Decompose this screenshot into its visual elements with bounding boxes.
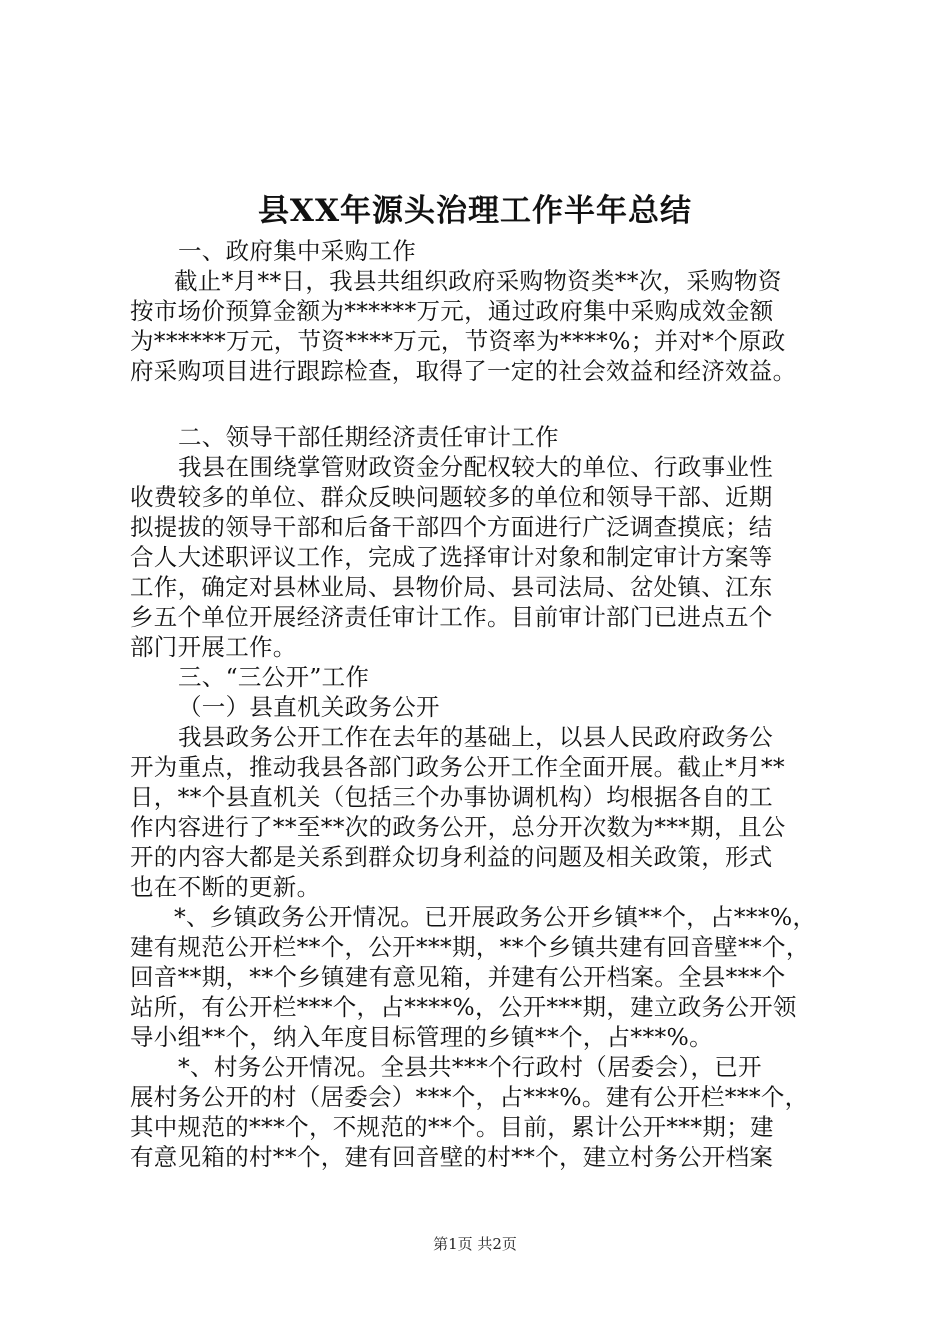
paragraph-line: 也在不断的更新。: [130, 873, 321, 901]
paragraph-line: *、村务公开情况。全县共***个行政村（居委会），已开: [178, 1053, 762, 1081]
document-title: 县XX年源头治理工作半年总结: [257, 193, 693, 229]
paragraph-line: 开为重点，推动我县各部门政务公开工作全面开展。截止*月**: [130, 753, 785, 781]
paragraph-line: 作内容进行了**至**次的政务公开，总分开次数为***期，且公: [130, 813, 786, 841]
paragraph-line: 展村务公开的村（居委会）***个，占***%。建有公开栏***个，: [130, 1083, 809, 1111]
section-heading-3: 三、“三公开”工作: [178, 663, 370, 691]
section-heading-1: 一、政府集中采购工作: [178, 237, 416, 265]
paragraph-line: 回音**期，**个乡镇建有意见箱，并建有公开档案。全县***个: [130, 963, 786, 991]
document-body: [130, 236, 832, 1172]
paragraph-line: 拟提拔的领导干部和后备干部四个方面进行广泛调查摸底；结: [130, 513, 773, 541]
paragraph-line: 合人大述职评议工作，完成了选择审计对象和制定审计方案等: [130, 543, 773, 571]
section-heading-2: 二、领导干部任期经济责任审计工作: [178, 423, 559, 451]
paragraph-line: 部门开展工作。: [130, 633, 297, 661]
paragraph-line: 有意见箱的村**个，建有回音壁的村**个，建立村务公开档案: [130, 1143, 774, 1171]
paragraph-line: *、乡镇政务公开情况。已开展政务公开乡镇**个，占***%，: [174, 903, 817, 931]
subsection-heading: （一）县直机关政务公开: [178, 693, 440, 721]
paragraph-line: 截止*月**日，我县共组织政府采购物资类**次，采购物资: [174, 267, 782, 295]
paragraph-line: 建有规范公开栏**个，公开***期，**个乡镇共建有回音壁**个，: [130, 933, 810, 961]
paragraph-line: 乡五个单位开展经济责任审计工作。目前审计部门已进点五个: [130, 603, 773, 631]
paragraph-line: 其中规范的***个，不规范的**个。目前，累计公开***期；建: [130, 1113, 774, 1141]
paragraph-line: 日，**个县直机关（包括三个办事协调机构）均根据各自的工: [130, 783, 773, 811]
paragraph-line: 府采购项目进行跟踪检查，取得了一定的社会效益和经济效益。: [130, 357, 797, 385]
paragraph-line: 我县政务公开工作在去年的基础上，以县人民政府政务公: [178, 723, 773, 751]
page-footer: 第1页 共2页: [433, 1235, 517, 1253]
paragraph-line: 我县在围绕掌管财政资金分配权较大的单位、行政事业性: [178, 453, 773, 481]
paragraph-line: 按市场价预算金额为******万元，通过政府集中采购成效金额: [130, 297, 774, 325]
paragraph-line: 工作，确定对县林业局、县物价局、县司法局、岔处镇、江东: [130, 573, 773, 601]
paragraph-gap: [130, 386, 832, 422]
paragraph-line: 站所，有公开栏***个，占****%，公开***期，建立政务公开领: [130, 993, 797, 1021]
paragraph-line: 开的内容大都是关系到群众切身利益的问题及相关政策，形式: [130, 843, 773, 871]
paragraph-line: 导小组**个，纳入年度目标管理的乡镇**个，占***%。: [130, 1023, 713, 1051]
paragraph-line: 收费较多的单位、群众反映问题较多的单位和领导干部、近期: [130, 483, 773, 511]
paragraph-line: 为******万元，节资****万元，节资率为****%；并对*个原政: [130, 327, 786, 355]
